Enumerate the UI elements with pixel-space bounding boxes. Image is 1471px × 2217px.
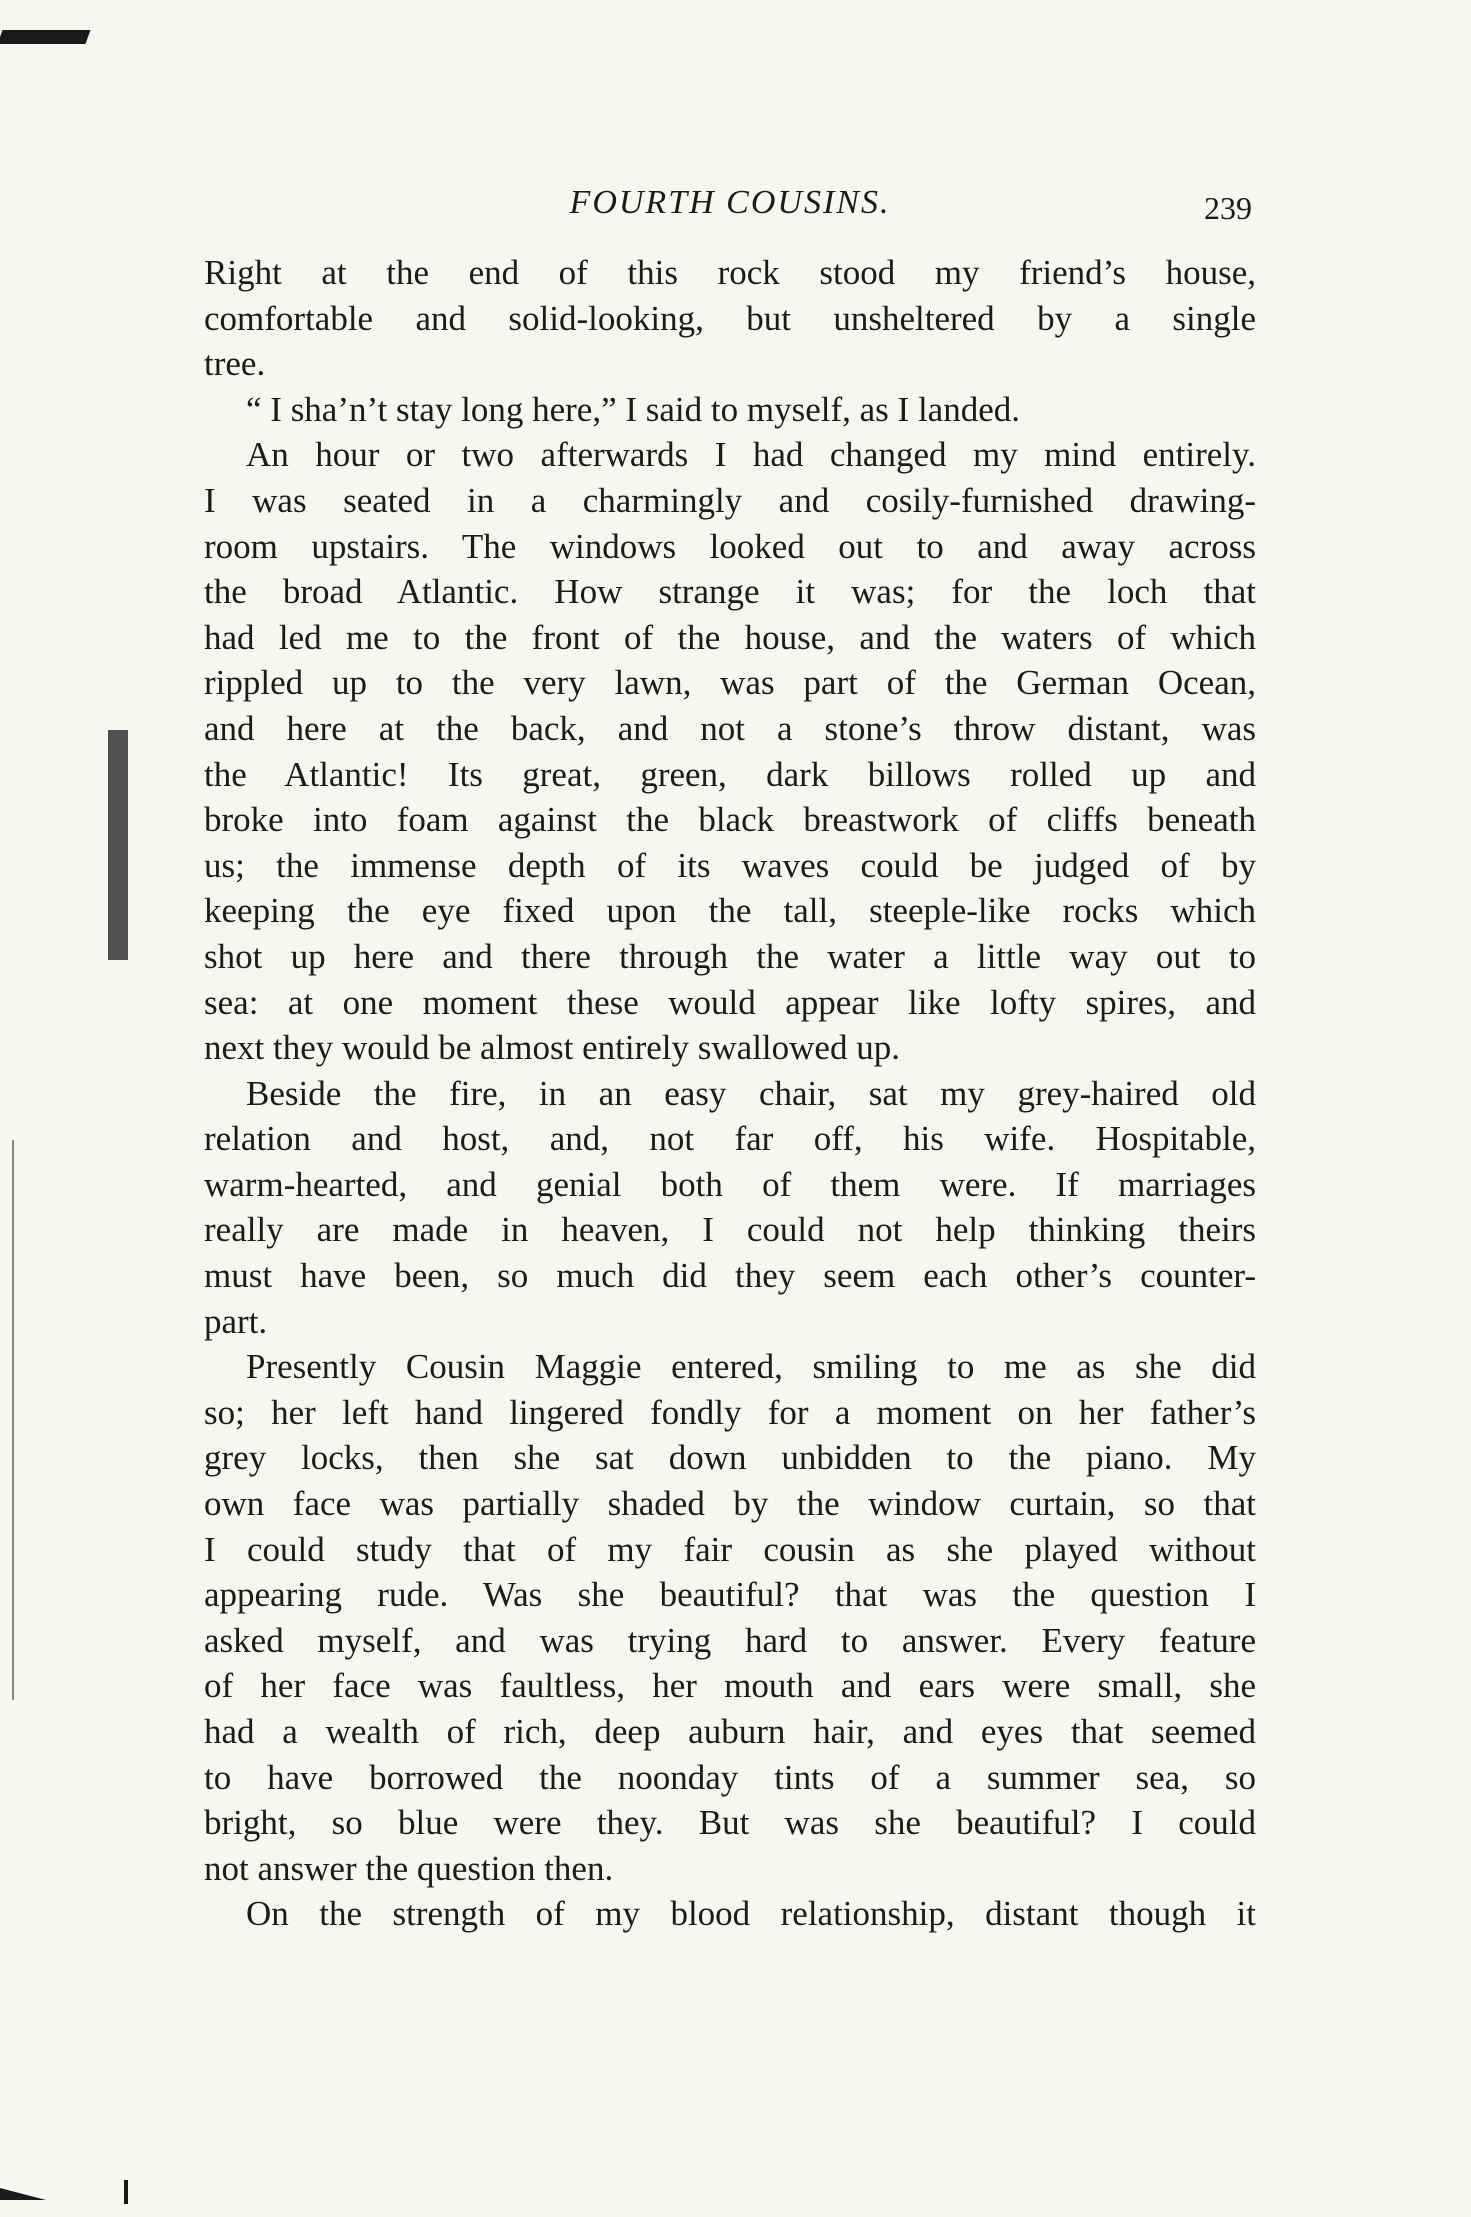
text-line: had a wealth of rich, deep auburn hair, and eyes that seemed [204, 1712, 1256, 1751]
text-line: the broad Atlantic. How strange it was; for the loch that [204, 572, 1256, 612]
page-number: 239 [1204, 190, 1252, 226]
text-line: warm-hearted, and genial both of them were. If marriages [204, 1164, 1256, 1204]
text-line: comfortable and solid-looking, but unsheltered by a single [204, 298, 1256, 338]
scan-mark-top-left [0, 30, 91, 44]
text-line: “ I sha’n’t stay long here,” I said to myself, as I landed. [246, 389, 1020, 429]
text-line: must have been, so much did they seem each other’s counter- [204, 1256, 1256, 1296]
text-line: appearing rude. Was she beautiful? that was the question I [204, 1575, 1256, 1615]
text-line: own face was partially shaded by the window curtain, so that [204, 1484, 1256, 1524]
text-line: had led me to the front of the house, and the waters of which [204, 617, 1256, 657]
text-line: asked myself, and was trying hard to answer. Every feature [204, 1620, 1256, 1660]
text-line: shot up here and there through the water a little way out to [204, 936, 1256, 976]
text-line: us; the immense depth of its waves could be judged of by [204, 845, 1256, 885]
text-line: the Atlantic! Its great, green, dark billows rolled up and [204, 754, 1256, 794]
text-line: tree. [204, 344, 266, 384]
page-header [204, 176, 1256, 236]
text-line: On the strength of my blood relationship, distant though it [246, 1894, 1256, 1934]
text-line: relation and host, and, not far off, his wife. Hospitable, [204, 1119, 1256, 1159]
text-line: rippled up to the very lawn, was part of the German Ocean, [204, 663, 1256, 703]
running-title: FOURTH COUSINS. [569, 184, 891, 221]
text-line: sea: at one moment these would appear like lofty spires, and [204, 982, 1256, 1022]
text-line: part. [204, 1301, 268, 1341]
text-line: Right at the end of this rock stood my friend’s house, [204, 253, 1256, 292]
text-line: broke into foam against the black breastwork of cliffs beneath [204, 800, 1256, 840]
body-text [204, 250, 1256, 1937]
text-line: room upstairs. The windows looked out to and away across [204, 526, 1256, 566]
text-line: I could study that of my fair cousin as she played without [204, 1529, 1256, 1569]
text-line: An hour or two afterwards I had changed my mind entirely. [246, 435, 1256, 475]
scan-binding-shadow [108, 730, 128, 960]
text-line: grey locks, then she sat down unbidden to the piano. My [204, 1438, 1256, 1478]
text-line: so; her left hand lingered fondly for a moment on her father’s [204, 1392, 1256, 1432]
text-line: to have borrowed the noonday tints of a summer sea, so [204, 1757, 1256, 1797]
text-line: and here at the back, and not a stone’s throw distant, was [204, 708, 1256, 748]
text-line: bright, so blue were they. But was she beautiful? I could [204, 1803, 1256, 1843]
text-line: of her face was faultless, her mouth and ears were small, she [204, 1666, 1256, 1706]
text-line: really are made in heaven, I could not help thinking theirs [204, 1210, 1256, 1250]
text-line: next they would be almost entirely swallowed up. [204, 1028, 900, 1068]
scan-edge-line [12, 1140, 14, 1700]
text-line: Presently Cousin Maggie entered, smiling to me as she did [246, 1347, 1256, 1387]
scan-speck-bottom [124, 2180, 128, 2204]
text-line: Beside the fire, in an easy chair, sat my grey-haired old [246, 1073, 1256, 1113]
text-line: keeping the eye fixed upon the tall, steeple-like rocks which [204, 891, 1256, 931]
text-line: I was seated in a charmingly and cosily-furnished drawing- [204, 480, 1256, 520]
scan-mark-bottom-left [0, 2188, 46, 2200]
text-line: not answer the question then. [204, 1848, 614, 1888]
